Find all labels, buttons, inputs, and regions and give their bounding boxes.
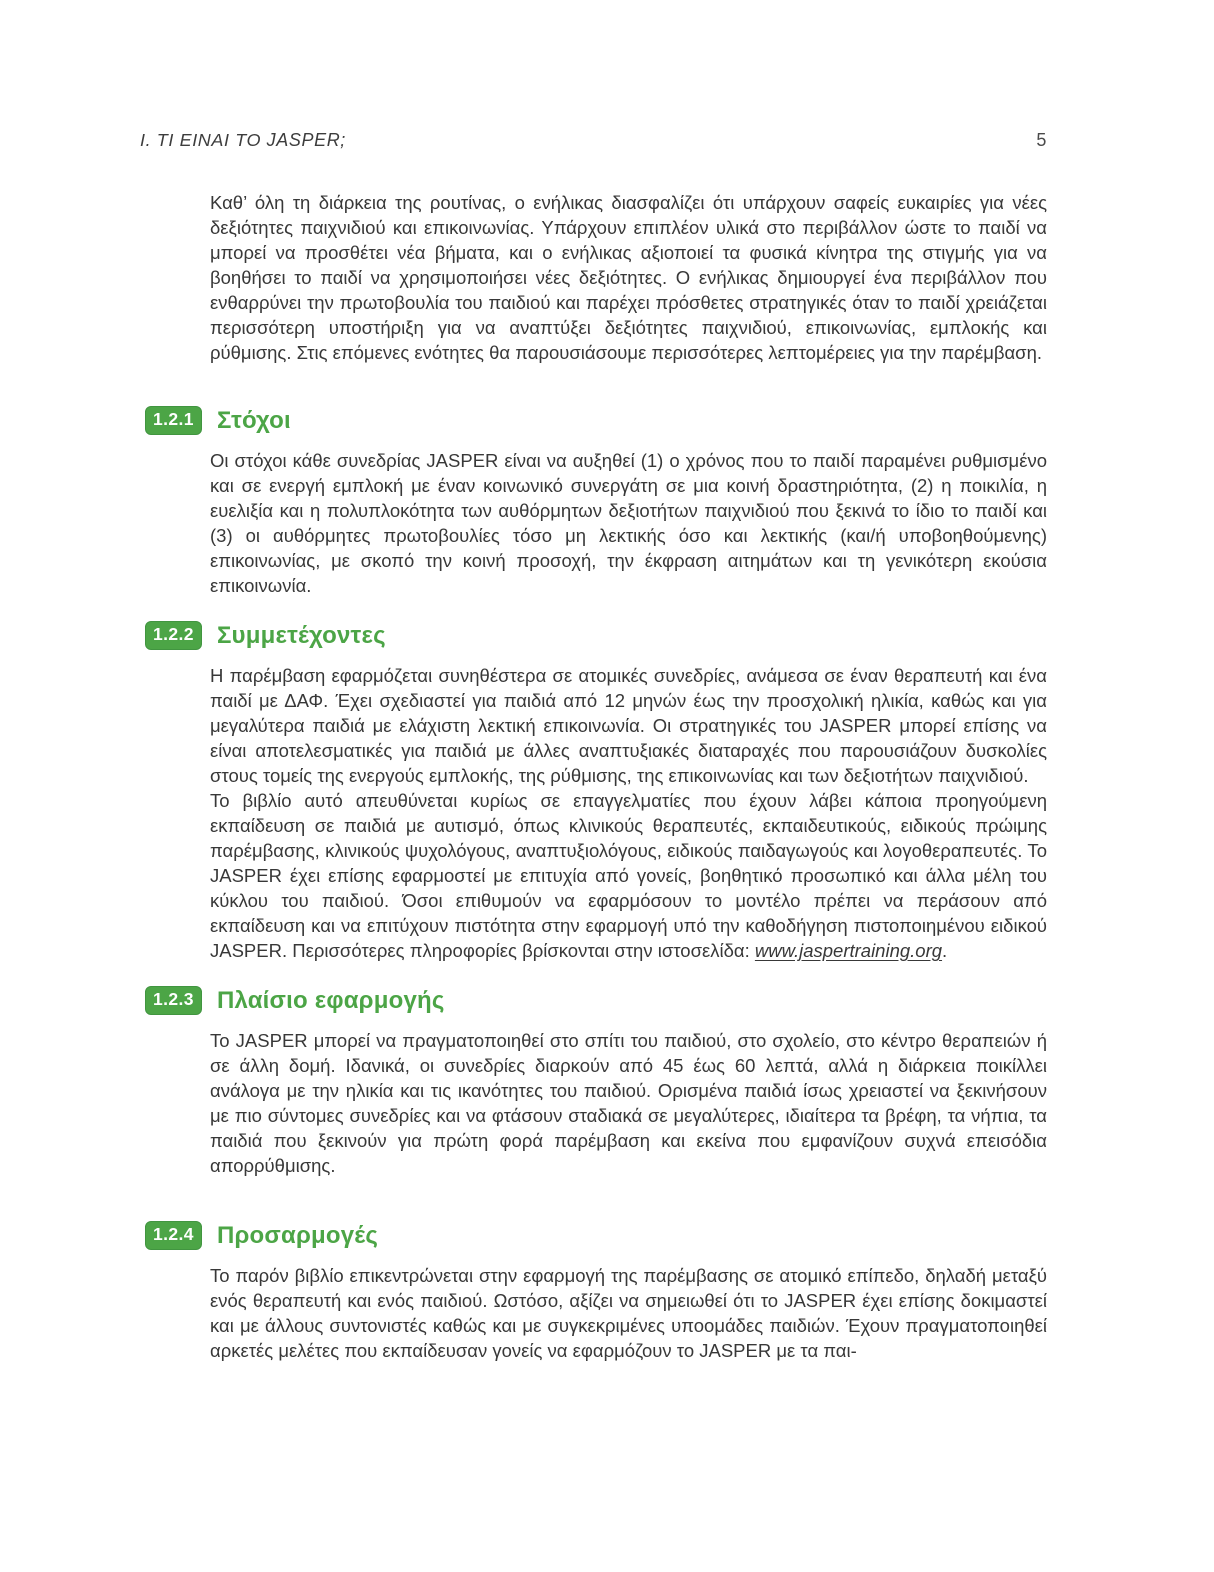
running-header-title: Ι. ΤΙ ΕΙΝΑΙ ΤΟ JASPER; xyxy=(140,130,346,150)
section-participants xyxy=(0,620,1214,963)
section-number-badge: 1.2.4 xyxy=(145,1221,202,1250)
section-goals xyxy=(0,405,1214,598)
section-paragraph: Οι στόχοι κάθε συνεδρίας JASPER είναι να αυξηθεί (1) ο χρόνος που το παιδί παραμένει ρυθμισμένο και σε ενεργή εμπλοκή με έναν κοινωνικό συνεργάτη σε μια κοινή δραστηριότητα, (2) η ποικιλία, η ευελιξία και η πολυπλοκότητα των αυθόρμητων δεξιοτήτων παιχνιδιού που ξεκινά το ίδιο το παιδί και (3) οι αυθόρμητες πρωτοβουλίες τόσο μη λεκτικής όσο και λεκτικής (και/ή υποβοηθούμενης) επικοινωνίας, με σκοπό την κοινή προσοχή, την έκφραση αιτημάτων και τη γενικότερη εκούσια επικοινωνία. xyxy=(210,450,1047,596)
running-header xyxy=(140,130,1047,152)
section-title: Προσαρμογές xyxy=(216,1221,378,1249)
section-heading xyxy=(145,620,1214,651)
section-heading xyxy=(145,405,1214,436)
section-heading xyxy=(145,985,1214,1016)
section-paragraph: Το παρόν βιβλίο επικεντρώνεται στην εφαρμογή της παρέμβασης σε ατομικό επίπεδο, δηλαδή μεταξύ ενός θεραπευτή και ενός παιδιού. Ωστόσο, αξίζει να σημειωθεί ότι το JASPER έχει επίσης δοκιμαστεί και με άλλους συντονιστές καθώς και με συγκεκριμένες υποομάδες παιδιών. Έχουν πραγματοποιηθεί αρκετές μελέτες που εκπαίδευσαν γονείς να εφαρμόζουν το JASPER με τα παι- xyxy=(210,1265,1047,1361)
website-link[interactable]: www.jaspertraining.org xyxy=(754,940,943,961)
section-paragraph: Το JASPER μπορεί να πραγματοποιηθεί στο σπίτι του παιδιού, στο σχολείο, στο κέντρο θεραπειών ή σε άλλη δομή. Ιδανικά, οι συνεδρίες διαρκούν από 45 έως 60 λεπτά, αλλά η διάρκεια ποικίλλει ανάλογα με την ηλικία και τις ικανότητες του παιδιού. Ορισμένα παιδιά ίσως χρειαστεί να ξεκινήσουν με πιο σύντομες συνεδρίες και να φτάσουν σταδιακά σε μεγαλύτερες, ιδιαίτερα τα βρέφη, τα νήπια, τα παιδιά που ξεκινούν για πρώτη φορά παρέμβαση και εκείνα που εμφανίζουν συχνά επεισόδια απορρύθμισης. xyxy=(210,1030,1047,1176)
paragraph-text: Το βιβλίο αυτό απευθύνεται κυρίως σε επαγγελματίες που έχουν λάβει κάποια προηγούμενη εκπαίδευση σε παιδιά με αυτισμό, όπως κλινικούς θεραπευτές, εκπαιδευτικούς, ειδικούς πρώιμης παρέμβασης, κλινικούς ψυχολόγους, αναπτυξιολόγους, ειδικούς παιδαγωγούς και λογοθεραπευτές. Το JASPER έχει επίσης εφαρμοστεί με επιτυχία από γονείς, βοηθητικό προσωπικό και άλλα μέλη του κύκλου του παιδιού. Όσοι επιθυμούν να εφαρμόσουν το μοντέλο πρέπει να περάσουν από εκπαίδευση και να επιτύχουν πιστότητα στην εφαρμογή υπό την καθοδήγηση πιστοποιημένου ειδικού JASPER. Περισσότερες πληροφορίες βρίσκονται στην ιστοσελίδα: xyxy=(210,790,1047,961)
section-adaptations xyxy=(0,1220,1214,1363)
section-number-badge: 1.2.1 xyxy=(145,406,202,435)
section-paragraph xyxy=(210,788,1047,963)
section-setting xyxy=(0,985,1214,1178)
section-paragraph: Η παρέμβαση εφαρμόζεται συνηθέστερα σε ατομικές συνεδρίες, ανάμεσα σε έναν θεραπευτή και ένα παιδί με ΔΑΦ. Έχει σχεδιαστεί για παιδιά από 12 μηνών έως την προσχολική ηλικία, καθώς και για μεγαλύτερα παιδιά με ελάχιστη λεκτική επικοινωνία. Οι στρατηγικές του JASPER μπορεί επίσης να είναι αποτελεσματικές για παιδιά με άλλες αναπτυξιακές διαταραχές που παρουσιάζουν δυσκολίες στους τομείς της ενεργούς εμπλοκής, της ρύθμισης, της επικοινωνίας και των δεξιοτήτων παιχνιδιού. xyxy=(210,665,1047,786)
section-number-badge: 1.2.3 xyxy=(145,986,202,1015)
section-heading xyxy=(145,1220,1214,1251)
section-number-badge: 1.2.2 xyxy=(145,621,202,650)
intro-paragraph: Καθ’ όλη τη διάρκεια της ρουτίνας, ο ενήλικας διασφαλίζει ότι υπάρχουν σαφείς ευκαιρίες για νέες δεξιότητες παιχνιδιού και επικοινωνίας. Υπάρχουν επιπλέον υλικά στο περιβάλλον ώστε το παιδί να μπορεί να προσθέτει νέα βήματα, και ο ενήλικας αξιοποιεί τα φυσικά κίνητρα της στιγμής για να βοηθήσει το παιδί να χρησιμοποιήσει νέες δεξιότητες. Ο ενήλικας δημιουργεί ένα περιβάλλον που ενθαρρύνει την πρωτοβουλία του παιδιού και παρέχει πρόσθετες στρατηγικές όταν το παιδί χρειάζεται περισσότερη υποστήριξη για να αναπτύξει δεξιότητες παιχνιδιού, επικοινωνίας, εμπλοκής και ρύθμισης. Στις επόμενες ενότητες θα παρουσιάσουμε περισσότερες λεπτομέρειες για την παρέμβαση. xyxy=(210,192,1047,363)
page-number: 5 xyxy=(1036,130,1047,150)
section-title: Πλαίσιο εφαρμογής xyxy=(216,986,445,1014)
paragraph-text: . xyxy=(942,940,948,961)
section-title: Στόχοι xyxy=(216,406,291,434)
section-title: Συμμετέχοντες xyxy=(216,621,386,649)
